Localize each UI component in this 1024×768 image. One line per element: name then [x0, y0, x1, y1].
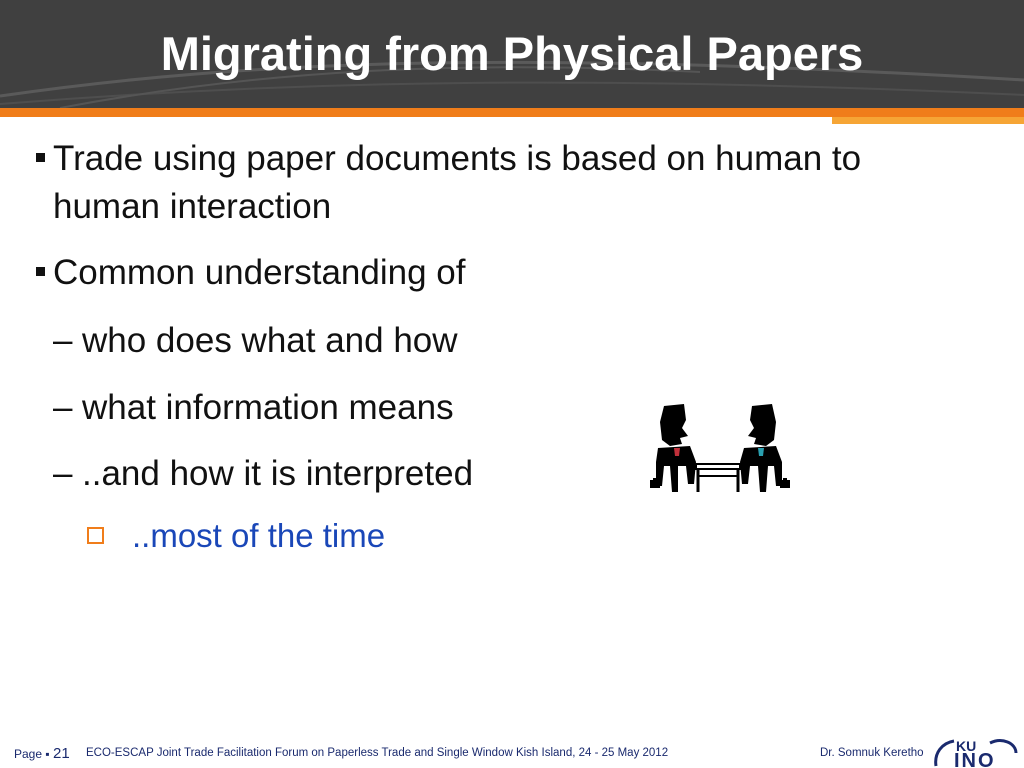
sub-bullet-text: what information means — [82, 388, 454, 427]
right-man-figure — [740, 404, 790, 492]
table-figure — [696, 464, 740, 492]
hollow-square-bullet-icon — [87, 527, 104, 544]
bullet-text: Trade using paper documents is based on human to — [53, 139, 862, 178]
footer-page-indicator — [14, 745, 70, 762]
left-man-figure — [650, 404, 696, 492]
sub-bullet-text: who does what and how — [82, 321, 458, 360]
bullet-text: Common understanding of — [53, 253, 466, 292]
slide-title: Migrating from Physical Papers — [160, 27, 864, 80]
dash-bullet-icon: – — [53, 321, 73, 360]
logo-text-top: KU — [956, 738, 977, 754]
logo-text-bottom: INO — [954, 750, 996, 768]
page-label: Page — [14, 747, 43, 761]
businessmen-meeting-icon — [648, 400, 798, 500]
dash-bullet-icon: – — [53, 388, 73, 427]
dash-bullet-icon: – — [53, 454, 73, 493]
ku-ino-logo — [932, 735, 1022, 768]
sub-bullet-text: ..and how it is interpreted — [82, 454, 474, 493]
bullet-square-icon — [36, 267, 45, 276]
page-number: 21 — [52, 745, 70, 762]
footer-bullet-icon: ▪ — [45, 747, 50, 761]
bullet-text-continuation: human interaction — [53, 187, 332, 226]
footer-author-text: Dr. Somnuk Keretho — [820, 747, 924, 759]
note-text: ..most of the time — [132, 517, 386, 554]
footer-event-text: ECO-ESCAP Joint Trade Facilitation Forum on Paperless Trade and Single Window Kish Island, 24 - 25 May 2012 — [86, 747, 669, 759]
bullet-square-icon — [36, 153, 45, 162]
